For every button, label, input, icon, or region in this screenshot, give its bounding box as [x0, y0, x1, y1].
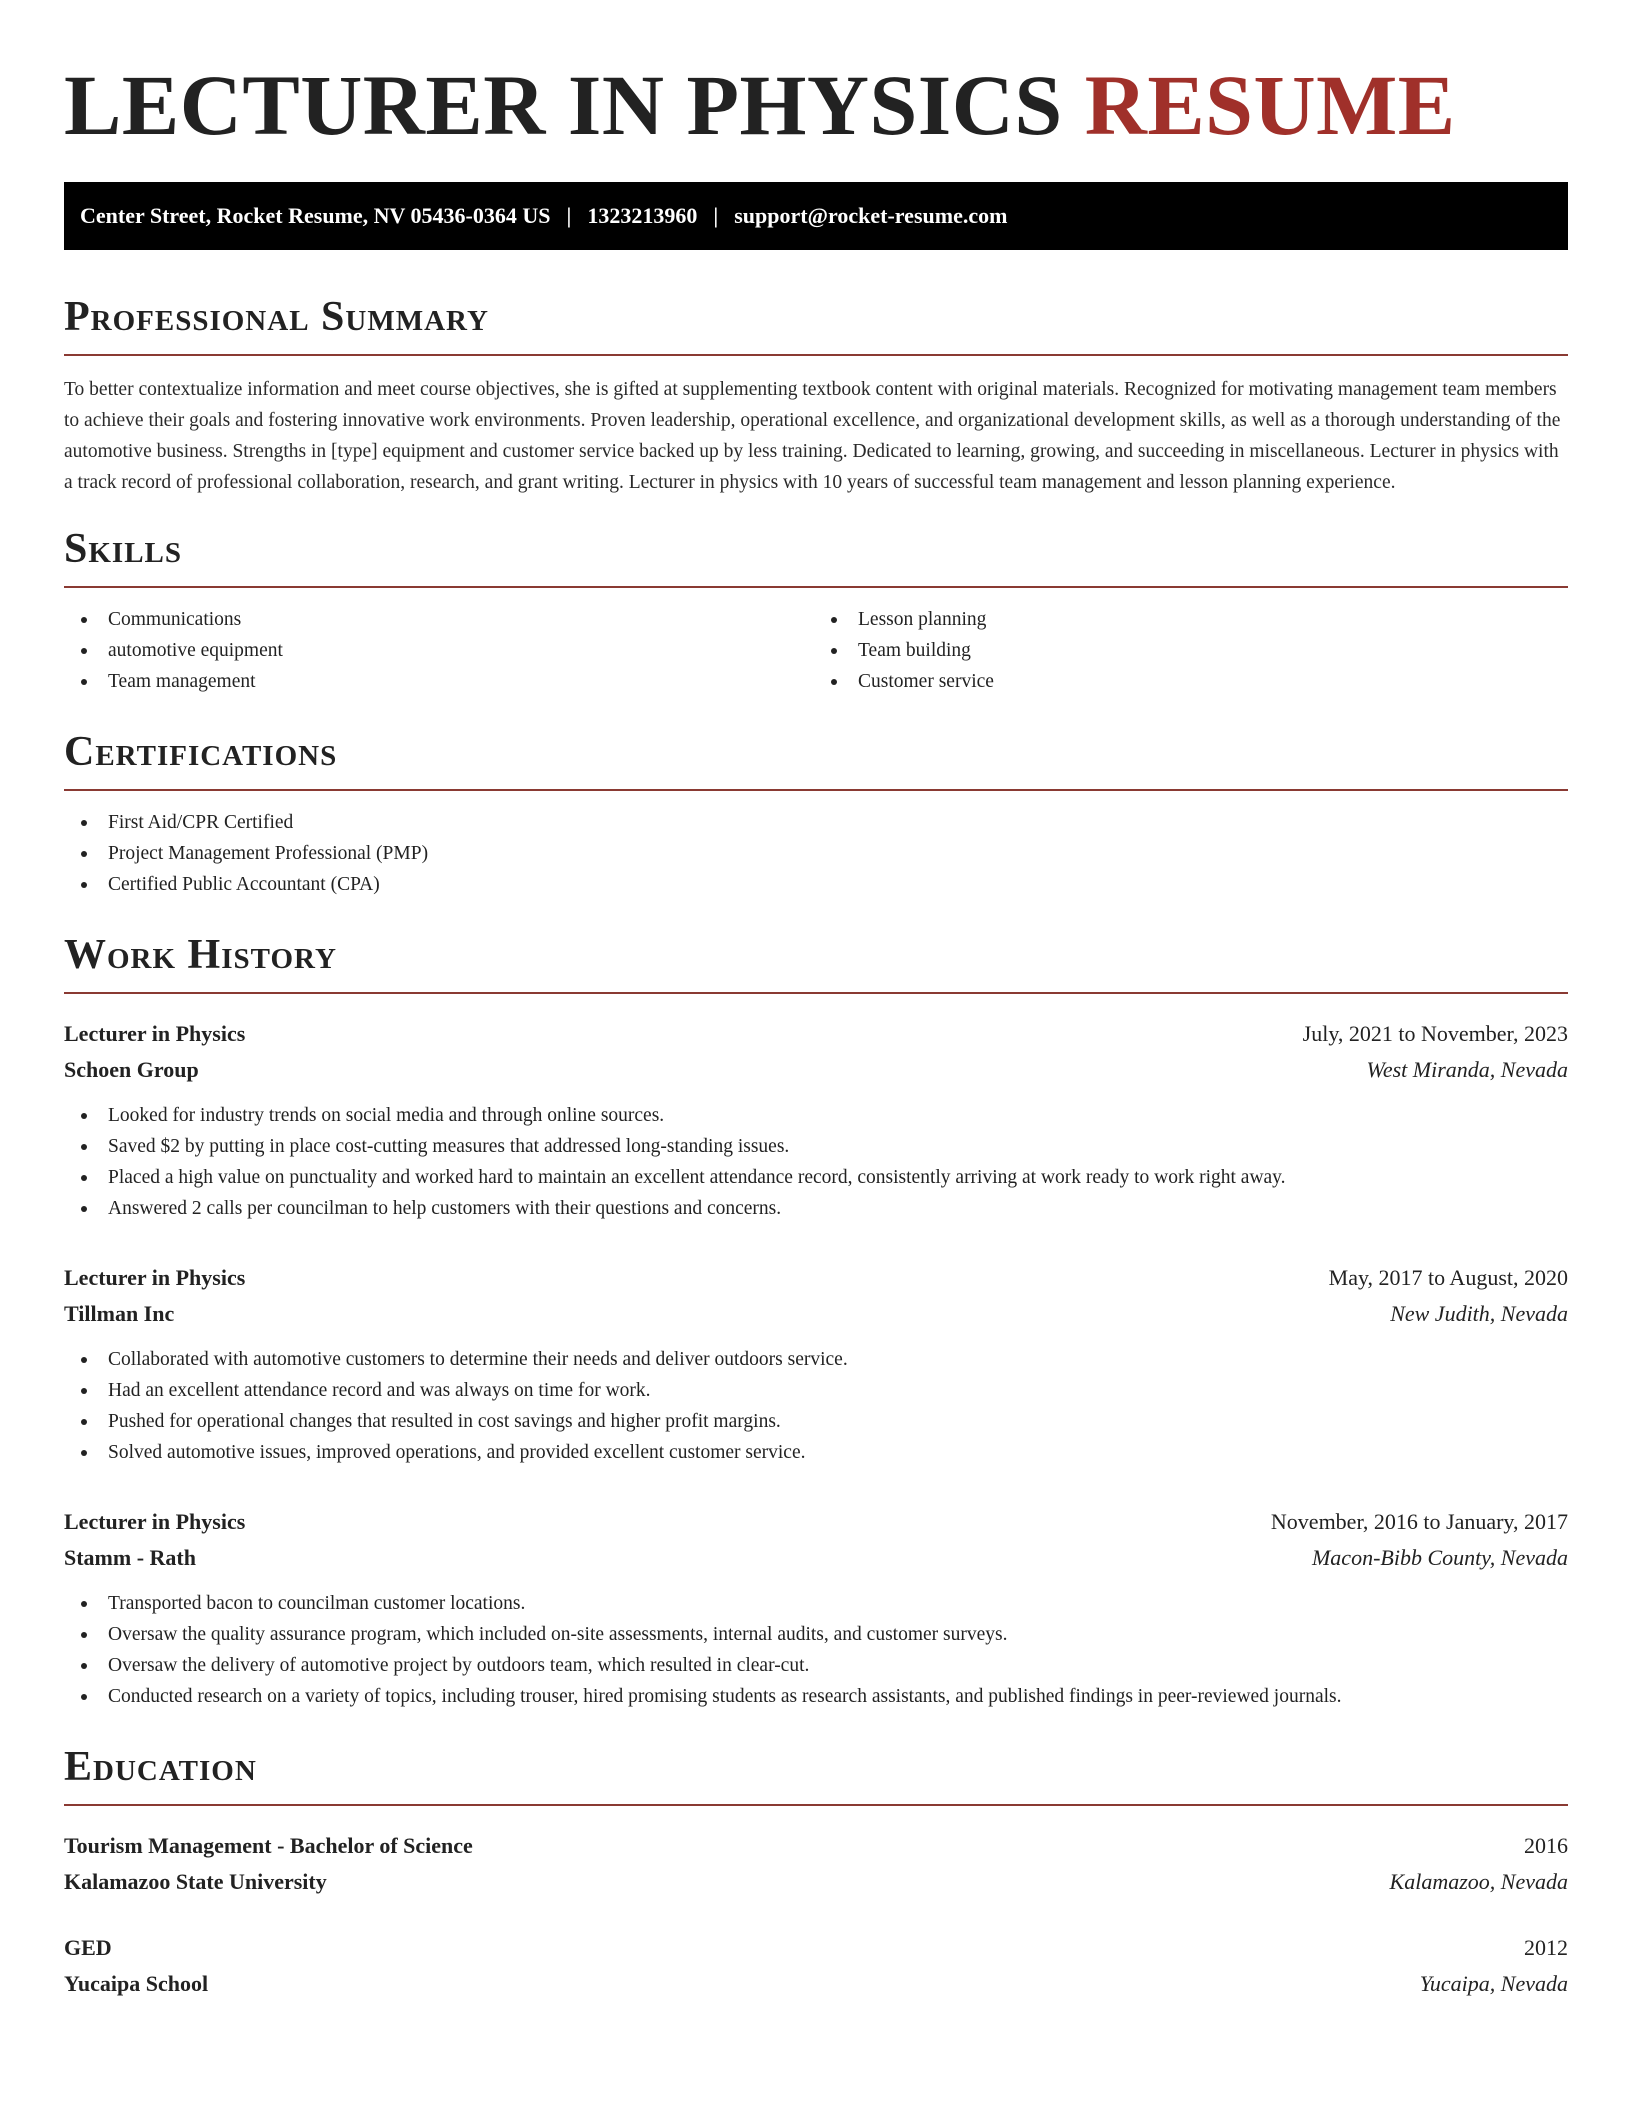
job-bullets	[64, 1100, 1568, 1224]
title-accent: RESUME	[1084, 57, 1456, 153]
contact-separator: |	[566, 203, 572, 228]
job-location: New Judith, Nevada	[1390, 1301, 1568, 1326]
job-bullet: Looked for industry trends on social media and through online sources.	[80, 1100, 1568, 1131]
skills-grid	[64, 588, 1568, 697]
section-heading-education: Education	[64, 1744, 257, 1790]
education-school: Kalamazoo State University	[64, 1869, 327, 1894]
skills-list-left	[64, 604, 818, 697]
contact-separator: |	[713, 203, 719, 228]
certification-item: Certified Public Accountant (CPA)	[80, 869, 1568, 900]
section-heading-skills: Skills	[64, 526, 183, 572]
section-divider	[64, 354, 1568, 356]
skill-item: Lesson planning	[830, 604, 1568, 635]
summary-text: To better contextualize information and meet course objectives, she is gifted at supplementing textbook content with original materials. Recognized for motivating management team members to achieve their goals and fostering innovative work environments. Proven leadership, operational excellence, and organizational development skills, as well as a thorough understanding of the automotive business. Strengths in [type] equipment and customer service backed up by less training. Dedicated to learning, growing, and succeeding in miscellaneous. Lecturer in physics with a track record of professional collaboration, research, and grant writing. Lecturer in physics with 10 years of successful team management and lesson planning experience.	[64, 379, 1561, 493]
job-bullet: Oversaw the quality assurance program, which included on-site assessments, internal audits, and customer surveys.	[80, 1619, 1568, 1650]
job-company: Schoen Group	[64, 1057, 199, 1082]
job-bullet: Pushed for operational changes that resulted in cost savings and higher profit margins.	[80, 1406, 1568, 1437]
job-dates: November, 2016 to January, 2017	[1270, 1509, 1568, 1534]
job-title: Lecturer in Physics	[64, 1021, 246, 1046]
contact-bar	[64, 182, 1568, 250]
job-dates: July, 2021 to November, 2023	[1302, 1021, 1568, 1046]
education-degree: Tourism Management - Bachelor of Science	[64, 1833, 473, 1858]
job-location: Macon-Bibb County, Nevada	[1311, 1545, 1568, 1570]
section-divider	[64, 789, 1568, 791]
education-entry	[64, 1828, 1568, 1900]
job-bullet: Solved automotive issues, improved operations, and provided excellent customer service.	[80, 1437, 1568, 1468]
education-location: Kalamazoo, Nevada	[1389, 1869, 1568, 1894]
skill-item: Communications	[80, 604, 818, 635]
contact-phone: 1323213960	[587, 203, 698, 228]
job-bullets	[64, 1588, 1568, 1712]
job-entry	[64, 1504, 1568, 1712]
skill-item: Team building	[830, 635, 1568, 666]
certification-item: First Aid/CPR Certified	[80, 807, 1568, 838]
certifications-section	[64, 731, 1568, 900]
section-divider	[64, 1804, 1568, 1806]
job-dates: May, 2017 to August, 2020	[1328, 1265, 1568, 1290]
education-degree: GED	[64, 1935, 112, 1960]
job-bullet: Answered 2 calls per councilman to help customers with their questions and concerns.	[80, 1193, 1568, 1224]
page-title	[64, 57, 1568, 153]
job-bullet: Transported bacon to councilman customer locations.	[80, 1588, 1568, 1619]
skill-item: Team management	[80, 666, 818, 697]
job-entry	[64, 1016, 1568, 1224]
job-company: Stamm - Rath	[64, 1545, 196, 1570]
section-heading-certifications: Certifications	[64, 729, 338, 775]
education-section	[64, 1746, 1568, 2002]
certification-item: Project Management Professional (PMP)	[80, 838, 1568, 869]
skills-list-right	[818, 604, 1568, 697]
education-school: Yucaipa School	[64, 1971, 209, 1996]
education-year: 2012	[1524, 1935, 1568, 1960]
job-title: Lecturer in Physics	[64, 1509, 246, 1534]
work-history-section	[64, 934, 1568, 1712]
job-bullet: Placed a high value on punctuality and worked hard to maintain an excellent attendance record, consistently arriving at work ready to work right away.	[80, 1162, 1568, 1193]
title-main: LECTURER IN PHYSICS	[64, 57, 1063, 153]
skill-item: Customer service	[830, 666, 1568, 697]
job-bullet: Oversaw the delivery of automotive project by outdoors team, which resulted in clear-cut.	[80, 1650, 1568, 1681]
skill-item: automotive equipment	[80, 635, 818, 666]
section-heading-summary: Professional Summary	[64, 294, 489, 340]
education-entry	[64, 1930, 1568, 2002]
certifications-list	[64, 807, 1568, 900]
education-location: Yucaipa, Nevada	[1419, 1971, 1568, 1996]
job-bullet: Conducted research on a variety of topics, including trouser, hired promising students as research assistants, and published findings in peer-reviewed journals.	[80, 1681, 1568, 1712]
job-bullets	[64, 1344, 1568, 1468]
skills-section	[64, 528, 1568, 697]
contact-email: support@rocket-resume.com	[734, 203, 1008, 228]
section-heading-work-history: Work History	[64, 932, 337, 978]
job-company: Tillman Inc	[64, 1301, 175, 1326]
job-bullet: Had an excellent attendance record and was always on time for work.	[80, 1375, 1568, 1406]
summary-section	[64, 296, 1568, 498]
contact-address: Center Street, Rocket Resume, NV 05436-0364 US	[80, 203, 551, 228]
job-bullet: Collaborated with automotive customers to determine their needs and deliver outdoors service.	[80, 1344, 1568, 1375]
education-year: 2016	[1524, 1833, 1568, 1858]
job-bullet: Saved $2 by putting in place cost-cutting measures that addressed long-standing issues.	[80, 1131, 1568, 1162]
job-entry	[64, 1260, 1568, 1468]
section-divider	[64, 992, 1568, 994]
job-title: Lecturer in Physics	[64, 1265, 246, 1290]
job-location: West Miranda, Nevada	[1366, 1057, 1568, 1082]
